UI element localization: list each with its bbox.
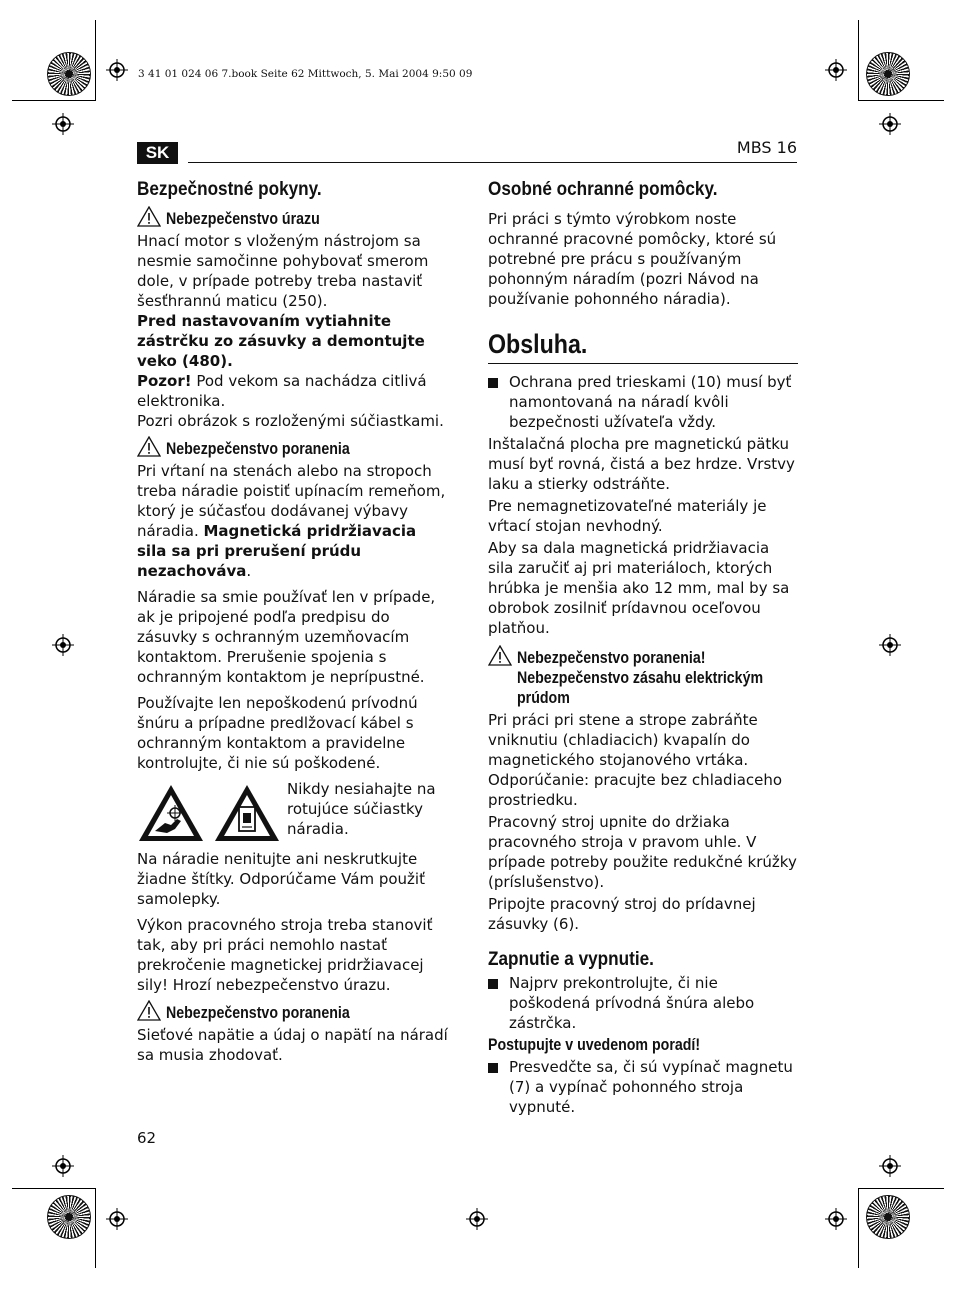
list-item <box>488 973 798 1033</box>
paragraph <box>137 371 449 411</box>
paragraph: Sieťové napätie a údaj o napätí na náradí sa musia zhodovať. <box>137 1026 448 1064</box>
registration-mark-icon <box>52 1155 74 1177</box>
warning-triangle-icon <box>137 206 161 227</box>
color-rosette-icon <box>866 52 910 96</box>
model-name: MBS 16 <box>736 138 797 157</box>
list-item-text: Presvedčte sa, či sú vypínač magnetu (7) a vypínač pohonného stroja vypnuté. <box>509 1058 793 1116</box>
section-title-protective-equipment: Osobné ochranné pomôcky. <box>488 178 718 200</box>
color-rosette-icon <box>47 52 91 96</box>
warning-heading <box>488 648 798 708</box>
paragraph: Pre nemagnetizovateľné materiály je vŕtací stojan nevhodný. <box>488 497 767 535</box>
list-item-text: Najprv prekontrolujte, či nie poškodená prívodná šnúra alebo zástrčka. <box>509 974 755 1032</box>
crop-mark <box>858 1188 944 1189</box>
warning-triangle-icon <box>488 645 512 666</box>
hazard-icons <box>137 779 287 843</box>
registration-mark-icon <box>825 59 847 81</box>
paragraph <box>137 461 449 581</box>
paragraph: Náradie sa smie používať len v prípade, ak je pripojené podľa predpisu do zásuvky s ochranným uzemňovacím kontaktom. Prerušenie spojenia s ochranným kontaktom je neprípustné. <box>137 588 436 686</box>
bold-text: Pred nastavovaním vytiahnite zástrčku zo zásuvky a demontujte veko (480). <box>137 312 425 370</box>
text: Pri vŕtaní na stenách alebo na stropoch treba náradie poistiť upínacím remeňom, ktorý je súčasťou dodávanej výbavy náradia. <box>137 462 446 540</box>
paragraph: Hnací motor s vloženým nástrojom sa nesmie samočinne pohybovať smerom dole, v prípade potreby treba nastaviť šesťhrannú maticu (250). <box>137 232 429 310</box>
bullet-square-icon <box>488 378 498 388</box>
book-info: 3 41 01 024 06 7.book Seite 62 Mittwoch, 5. Mai 2004 9:50 09 <box>138 68 473 80</box>
crop-mark <box>12 100 96 101</box>
registration-mark-icon <box>106 59 128 81</box>
warning-heading <box>137 209 449 229</box>
registration-mark-icon <box>52 634 74 656</box>
header-rule <box>188 162 797 163</box>
bullet-square-icon <box>488 979 498 989</box>
paragraph-bold <box>137 311 449 371</box>
warning-triangle-icon <box>137 1000 161 1021</box>
bold-text: Pozor! <box>137 372 192 390</box>
hazard-icons-row <box>137 779 449 843</box>
crop-mark <box>858 100 944 101</box>
warning-triangle-icon <box>137 436 161 457</box>
crop-mark <box>858 1188 859 1268</box>
hazard-icons-text: Nikdy nesiahajte na rotujúce súčiastky náradia. <box>287 780 436 838</box>
warning-heading <box>137 439 449 459</box>
paragraph: Aby sa dala magnetická pridržiavacia sila zaručiť aj pri materiáloch, ktorých hrúbka je menšia ako 12 mm, mal by sa obrobok zosilniť prídavnou oceľovou platňou. <box>488 539 790 637</box>
warning-heading <box>137 1003 449 1023</box>
section-title-operation: Obsluha. <box>488 329 588 359</box>
crop-mark <box>95 20 96 100</box>
paragraph: Pracovný stroj upnite do držiaka pracovného stroja v pravom uhle. V prípade potreby použite redukčné krúžky (príslušenstvo). <box>488 813 797 891</box>
registration-mark-icon <box>879 113 901 135</box>
right-column <box>488 178 798 1119</box>
registration-mark-icon <box>879 634 901 656</box>
paragraph: Odporúčanie: pracujte bez chladiaceho prostriedku. <box>488 771 783 809</box>
registration-mark-icon <box>466 1208 488 1230</box>
do-not-rivet-label-icon <box>213 783 281 843</box>
list-item <box>488 1057 798 1117</box>
paragraph: Pripojte pracovný stroj do prídavnej zásuvky (6). <box>488 895 756 933</box>
crop-mark <box>12 1188 96 1189</box>
paragraph: Používajte len nepoškodenú prívodnú šnúru a prípadne predlžovací kábel s ochranným kontaktom a pravidelne kontrolujte, či nie sú poškodené. <box>137 694 418 772</box>
list-item <box>488 372 798 432</box>
paragraph: Inštalačná plocha pre magnetickú pätku musí byť rovná, čistá a bez hrdze. Vrstvy laku a stierky odstráňte. <box>488 435 795 493</box>
text: Pod vekom sa nachádza citlivá elektronika. <box>137 372 427 410</box>
crop-mark <box>95 1188 96 1268</box>
bold-text: Magnetická pridržiavacia sila sa pri prerušení prúdu nezachováva <box>137 522 417 580</box>
page-number: 62 <box>137 1129 157 1147</box>
warning-title: Nebezpečenstvo zásahu elektrickým <box>517 669 764 687</box>
section-rule <box>488 363 798 364</box>
text: . <box>246 562 252 580</box>
registration-mark-icon <box>825 1208 847 1230</box>
paragraph: Pozri obrázok s rozloženými súčiastkami. <box>137 412 444 430</box>
color-rosette-icon <box>47 1195 91 1239</box>
color-rosette-icon <box>866 1195 910 1239</box>
warning-title-block <box>512 648 803 708</box>
hand-rotating-parts-hazard-icon <box>137 783 205 843</box>
paragraph: Na náradie nenitujte ani neskrutkujte žiadne štítky. Odporúčame Vám použiť samolepky. <box>137 850 425 908</box>
registration-mark-icon <box>879 1155 901 1177</box>
warning-title: Nebezpečenstvo poranenia <box>166 440 350 458</box>
registration-mark-icon <box>52 113 74 135</box>
section-title-safety: Bezpečnostné pokyny. <box>137 178 322 200</box>
section-title-switching: Zapnutie a vypnutie. <box>488 948 654 970</box>
paragraph: Výkon pracovného stroja treba stanoviť tak, aby pri práci nemohlo nastať prekročenie magnetickej pridržiavacej sily! Hrozí nebezpečenstvo úrazu. <box>137 916 433 994</box>
language-badge: SK <box>137 142 178 164</box>
warning-title: Nebezpečenstvo poranenia <box>166 1004 350 1022</box>
warning-title: Nebezpečenstvo úrazu <box>166 210 320 228</box>
left-column <box>137 178 449 1071</box>
warning-title: Nebezpečenstvo poranenia! <box>517 649 706 667</box>
paragraph: Pri práci pri stene a strope zabráňte vniknutiu (chladiacich) kvapalín do magnetického stojanového vrtáka. <box>488 711 758 769</box>
crop-mark <box>858 20 859 100</box>
sub-heading: Postupujte v uvedenom poradí! <box>488 1036 701 1054</box>
list-item-text: Ochrana pred trieskami (10) musí byť namontovaná na náradí kvôli bezpečnosti užívateľa vždy. <box>509 373 792 431</box>
warning-title: prúdom <box>517 689 570 707</box>
bullet-square-icon <box>488 1063 498 1073</box>
registration-mark-icon <box>106 1208 128 1230</box>
paragraph: Pri práci s týmto výrobkom noste ochranné pracovné pomôcky, ktoré sú potrebné pre prácu s používaným pohonným náradím (pozri Návod na používanie pohonného náradia). <box>488 210 777 308</box>
